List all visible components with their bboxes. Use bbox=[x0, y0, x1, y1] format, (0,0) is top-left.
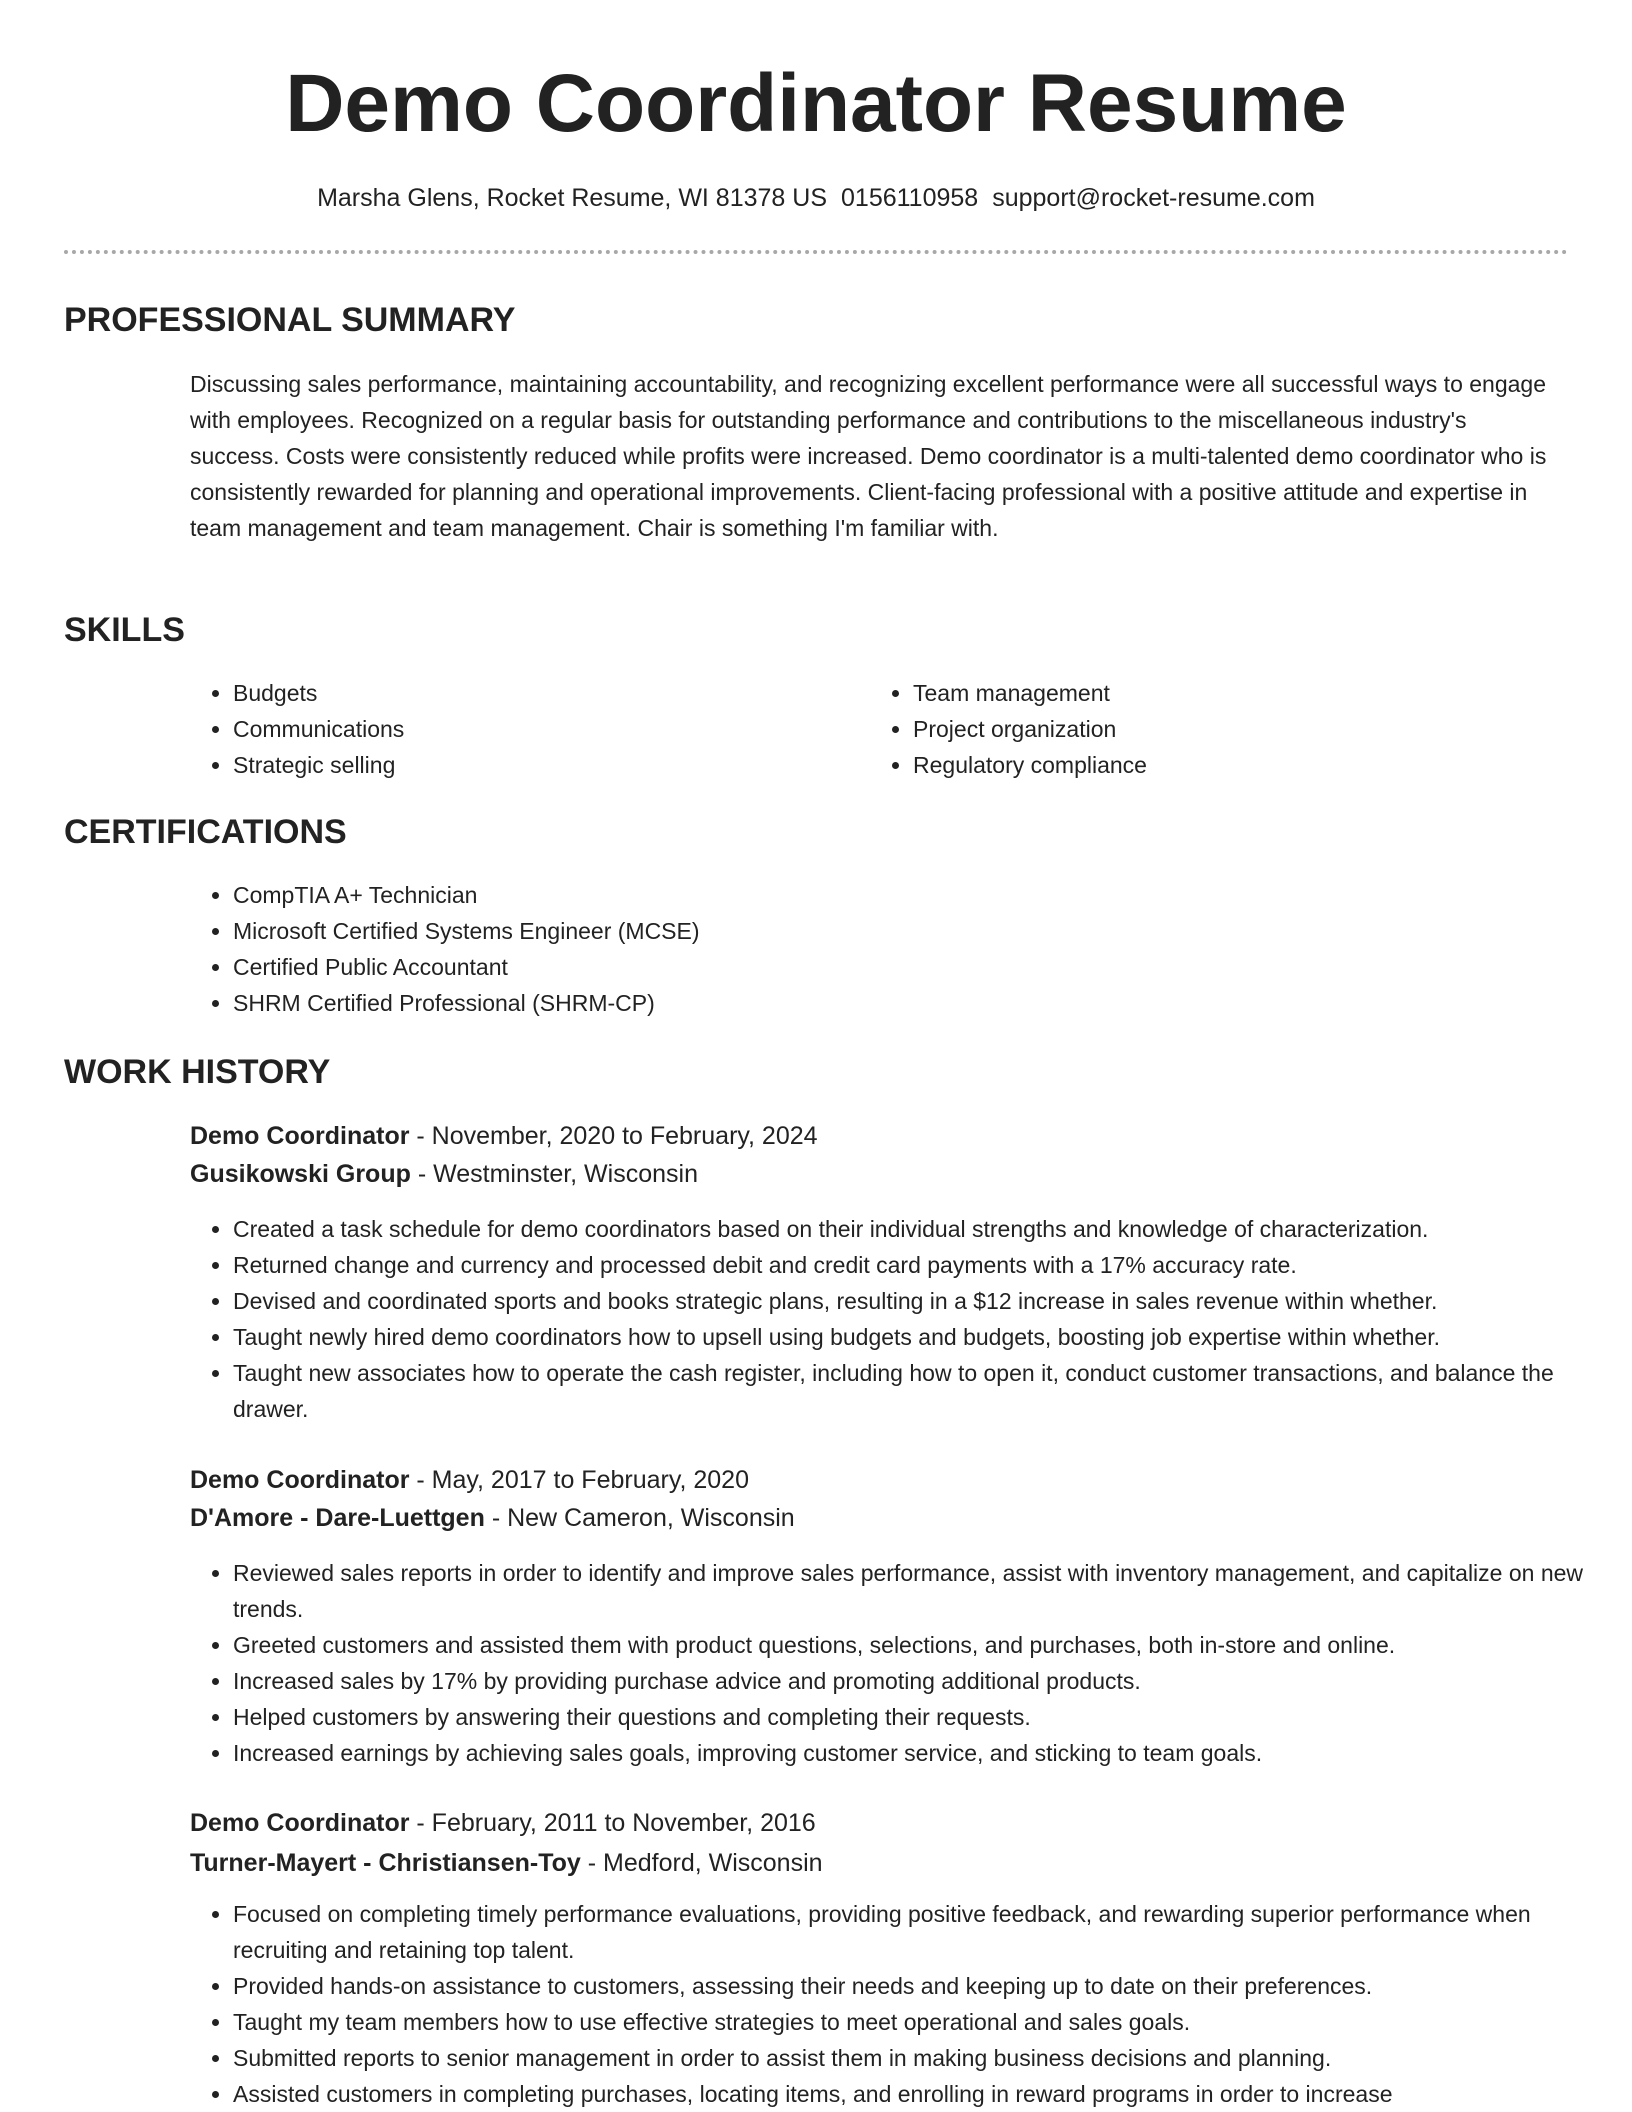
job-bullet: • Provided hands-on assistance to customers, assessing their needs and keeping up to date on their preferences. bbox=[233, 1968, 1603, 2004]
job-bullet: • Reviewed sales reports in order to identify and improve sales performance, assist with inventory management, and capitalize on new trends. bbox=[233, 1555, 1603, 1627]
certifications-list bbox=[190, 877, 1533, 1021]
job-bullet: • Increased sales by 17% by providing purchase advice and promoting additional products. bbox=[233, 1663, 1603, 1699]
certification-item: • CompTIA A+ Technician bbox=[233, 877, 1533, 913]
certification-item: • Microsoft Certified Systems Engineer (MCSE) bbox=[233, 913, 1533, 949]
job-title-line bbox=[190, 1461, 749, 1499]
job-dates: - November, 2020 to February, 2024 bbox=[409, 1122, 818, 1150]
contact-phone: 0156110958 bbox=[841, 184, 979, 212]
job-bullets bbox=[190, 1211, 1603, 1427]
job-bullet: • Returned change and currency and processed debit and credit card payments with a 17% accuracy rate. bbox=[233, 1247, 1603, 1283]
header-divider bbox=[64, 250, 1568, 254]
job-location: - Westminster, Wisconsin bbox=[410, 1160, 698, 1188]
job-title: Demo Coordinator bbox=[190, 1809, 410, 1837]
job-title: Demo Coordinator bbox=[190, 1122, 410, 1150]
job-company-line bbox=[190, 1844, 823, 1882]
contact-line bbox=[0, 182, 1632, 214]
skill-item: • Communications bbox=[233, 711, 833, 747]
job-bullet: • Increased earnings by achieving sales goals, improving customer service, and sticking to team goals. bbox=[233, 1735, 1603, 1771]
job-bullet: • Taught new associates how to operate the cash register, including how to open it, conduct customer transactions, and balance the drawer. bbox=[233, 1355, 1603, 1427]
job-bullet: • Greeted customers and assisted them with product questions, selections, and purchases, both in-store and online. bbox=[233, 1627, 1603, 1663]
job-dates: - February, 2011 to November, 2016 bbox=[409, 1809, 816, 1837]
section-title-work-history: WORK HISTORY bbox=[64, 1053, 331, 1091]
job-title-line bbox=[190, 1117, 818, 1155]
skill-item: • Regulatory compliance bbox=[913, 747, 1513, 783]
contact-email: support@rocket-resume.com bbox=[992, 184, 1315, 212]
job-bullet: • Taught newly hired demo coordinators how to upsell using budgets and budgets, boosting job expertise within whether. bbox=[233, 1319, 1603, 1355]
job-dates: - May, 2017 to February, 2020 bbox=[409, 1466, 749, 1494]
job-bullets bbox=[190, 1896, 1603, 2112]
job-title-line bbox=[190, 1804, 816, 1842]
skill-item: • Strategic selling bbox=[233, 747, 833, 783]
section-title-certifications: CERTIFICATIONS bbox=[64, 813, 347, 851]
job-bullet: • Devised and coordinated sports and books strategic plans, resulting in a $12 increase in sales revenue within whether. bbox=[233, 1283, 1603, 1319]
resume-title: Demo Coordinator Resume bbox=[285, 58, 1347, 149]
job-title: Demo Coordinator bbox=[190, 1466, 410, 1494]
job-company: Turner-Mayert - Christiansen-Toy bbox=[190, 1849, 581, 1877]
job-bullet: • Created a task schedule for demo coordinators based on their individual strengths and knowledge of characterization. bbox=[233, 1211, 1603, 1247]
job-location: - Medford, Wisconsin bbox=[580, 1849, 823, 1877]
summary-text: Discussing sales performance, maintaining accountability, and recognizing excellent performance were all successful ways to engage with employees. Recognized on a regular basis for outstanding performance and contributions to the miscellaneous industry's success. Costs were consistently reduced while profits were increased. Demo coordinator is a multi-talented demo coordinator who is consistently rewarded for planning and operational improvements. Client-facing professional with a positive attitude and expertise in team management and team management. Chair is something I'm familiar with. bbox=[190, 371, 1547, 541]
skill-item: • Budgets bbox=[233, 675, 833, 711]
job-bullet: • Focused on completing timely performance evaluations, providing positive feedback, and rewarding superior performance when recruiting and retaining top talent. bbox=[233, 1896, 1603, 1968]
job-location: - New Cameron, Wisconsin bbox=[484, 1504, 795, 1532]
job-bullet: • Helped customers by answering their questions and completing their requests. bbox=[233, 1699, 1603, 1735]
job-bullet: • Submitted reports to senior management in order to assist them in making business decisions and planning. bbox=[233, 2040, 1603, 2076]
skills-list-left bbox=[190, 675, 833, 783]
certification-item: • Certified Public Accountant bbox=[233, 949, 1533, 985]
skill-item: • Project organization bbox=[913, 711, 1513, 747]
contact-address: Marsha Glens, Rocket Resume, WI 81378 US bbox=[317, 184, 828, 212]
job-bullet: • Assisted customers in completing purchases, locating items, and enrolling in reward programs in order to increase bbox=[233, 2076, 1603, 2112]
skills-list-right bbox=[870, 675, 1513, 783]
job-bullet: • Taught my team members how to use effective strategies to meet operational and sales goals. bbox=[233, 2004, 1603, 2040]
job-company-line bbox=[190, 1155, 698, 1193]
job-company: D'Amore - Dare-Luettgen bbox=[190, 1504, 485, 1532]
job-bullets bbox=[190, 1555, 1603, 1771]
section-title-skills: SKILLS bbox=[64, 611, 185, 649]
section-title-summary: PROFESSIONAL SUMMARY bbox=[64, 301, 516, 339]
skill-item: • Team management bbox=[913, 675, 1513, 711]
job-company: Gusikowski Group bbox=[190, 1160, 411, 1188]
certification-item: • SHRM Certified Professional (SHRM-CP) bbox=[233, 985, 1533, 1021]
job-company-line bbox=[190, 1499, 795, 1537]
